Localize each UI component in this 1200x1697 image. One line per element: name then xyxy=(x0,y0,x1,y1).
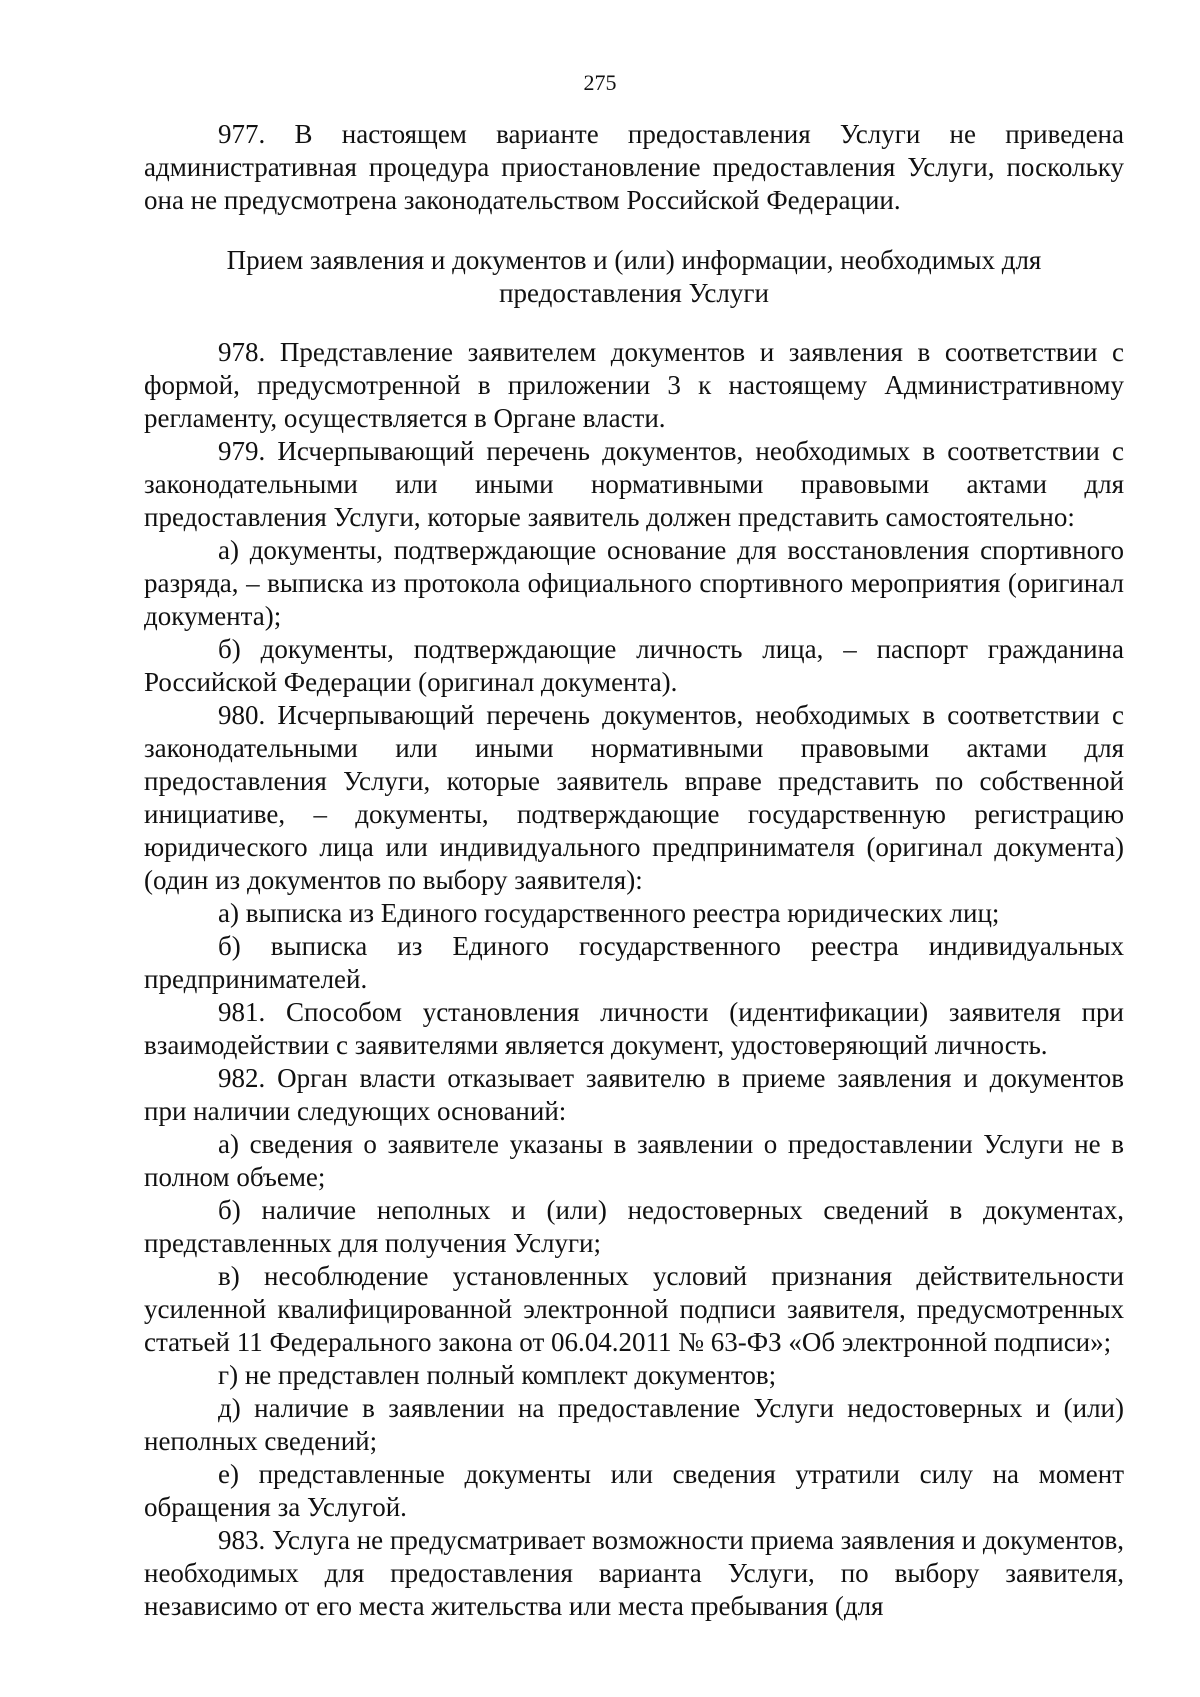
paragraph-979-item-b: б) документы, подтверждающие личность лица, – паспорт гражданина Российской Федерации (оригинал документа). xyxy=(144,634,1124,697)
paragraph-980: 980. Исчерпывающий перечень документов, необходимых в соответствии с законодательными или иными нормативными правовыми актами для предоставления Услуги, которые заявитель вправе представить по собственной инициативе, – документы, подтверждающие государственную регистрацию юридического лица или индивидуального предпринимателя (оригинал документа) (один из документов по выбору заявителя): xyxy=(144,700,1124,895)
paragraph-982-item-d: д) наличие в заявлении на предоставление Услуги недостоверных и (или) неполных сведений; xyxy=(144,1393,1124,1456)
paragraph-980-item-b: б) выписка из Единого государственного реестра индивидуальных предпринимателей. xyxy=(144,931,1124,994)
paragraph-982-item-b: б) наличие неполных и (или) недостоверных сведений в документах, представленных для получения Услуги; xyxy=(144,1195,1124,1258)
page-number: 275 xyxy=(583,70,617,95)
paragraph-982: 982. Орган власти отказывает заявителю в приеме заявления и документов при наличии следующих оснований: xyxy=(144,1063,1124,1126)
paragraph-983: 983. Услуга не предусматривает возможности приема заявления и документов, необходимых для предоставления варианта Услуги, по выбору заявителя, независимо от его места жительства или места пребывания (для xyxy=(144,1525,1124,1621)
paragraph-982-item-e: е) представленные документы или сведения утратили силу на момент обращения за Услугой. xyxy=(144,1459,1124,1522)
paragraph-977: 977. В настоящем варианте предоставления Услуги не приведена административная процедура приостановление предоставления Услуги, поскольку она не предусмотрена законодательством Российской Федерации. xyxy=(144,119,1124,215)
document-body xyxy=(144,118,1124,1623)
paragraph-978: 978. Представление заявителем документов и заявления в соответствии с формой, предусмотренной в приложении 3 к настоящему Административному регламенту, осуществляется в Органе власти. xyxy=(144,337,1124,433)
section-heading-line-1: Прием заявления и документов и (или) информации, необходимых для xyxy=(226,245,1042,275)
paragraph-982-item-g: г) не представлен полный комплект документов; xyxy=(218,1360,777,1390)
section-heading xyxy=(144,244,1124,310)
paragraph-981: 981. Способом установления личности (идентификации) заявителя при взаимодействии с заявителями является документ, удостоверяющий личность. xyxy=(144,997,1124,1060)
paragraph-982-item-v: в) несоблюдение установленных условий признания действительности усиленной квалифицированной электронной подписи заявителя, предусмотренных статьей 11 Федерального закона от 06.04.2011 № 63-ФЗ «Об электронной подписи»; xyxy=(144,1261,1124,1357)
paragraph-979: 979. Исчерпывающий перечень документов, необходимых в соответствии с законодательными или иными нормативными правовыми актами для предоставления Услуги, которые заявитель должен представить самостоятельно: xyxy=(144,436,1124,532)
paragraph-980-item-a: а) выписка из Единого государственного реестра юридических лиц; xyxy=(218,898,1000,928)
paragraph-982-item-a: а) сведения о заявителе указаны в заявлении о предоставлении Услуги не в полном объеме; xyxy=(144,1129,1124,1192)
section-heading-line-2: предоставления Услуги xyxy=(499,278,769,308)
paragraph-979-item-a: а) документы, подтверждающие основание для восстановления спортивного разряда, – выписка из протокола официального спортивного мероприятия (оригинал документа); xyxy=(144,535,1124,631)
